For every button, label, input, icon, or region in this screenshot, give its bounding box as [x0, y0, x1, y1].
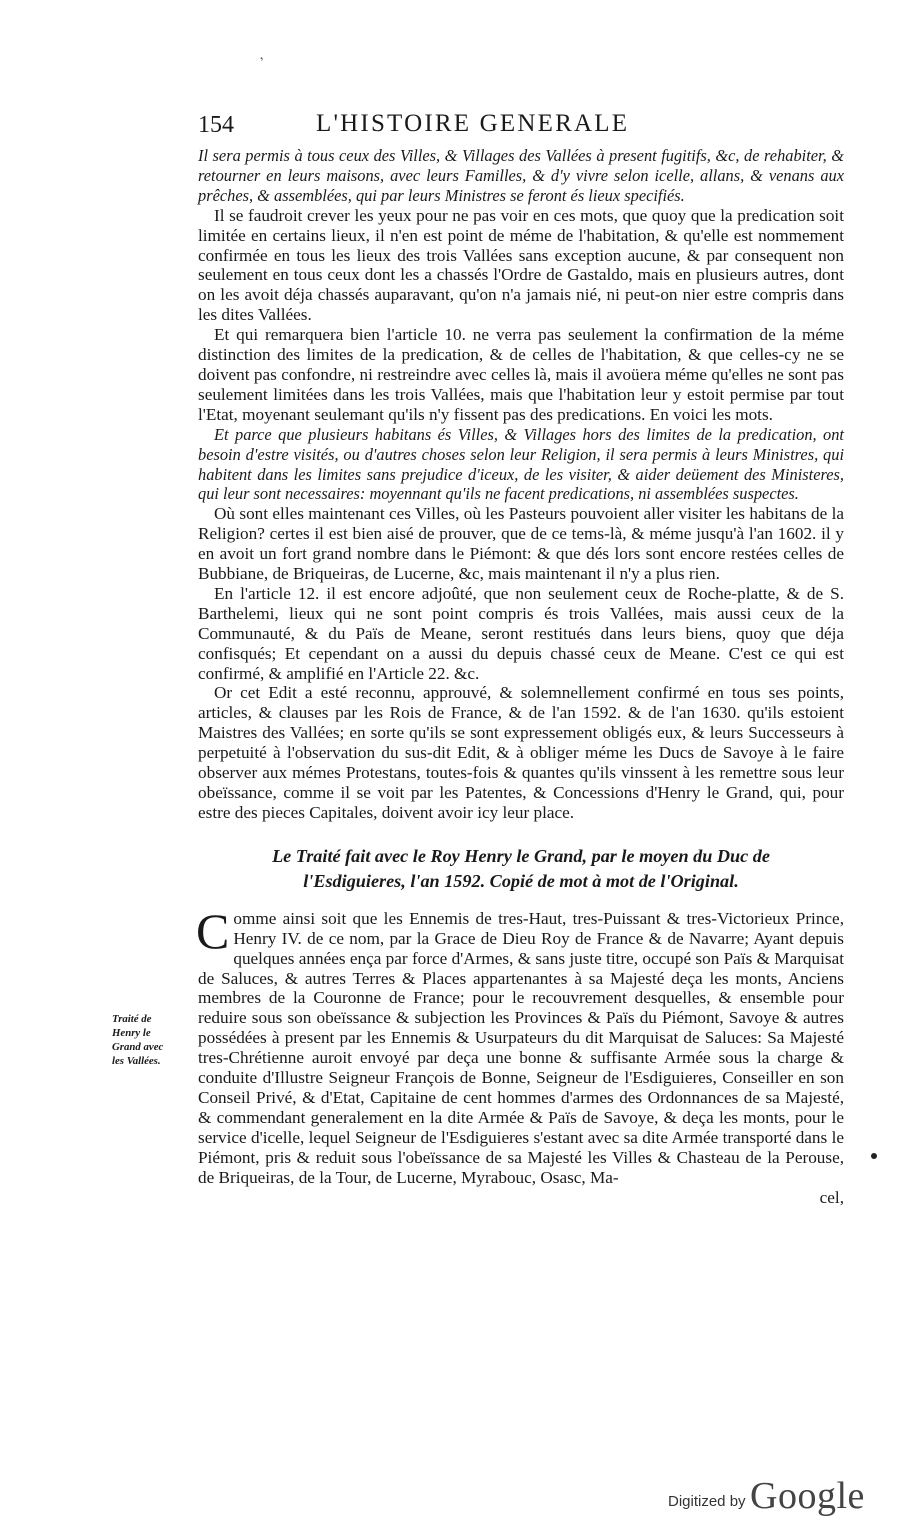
body-paragraph: Il se faudroit crever les yeux pour ne pas voir en ces mots, que quoy que la predication soit limitée en certains lieux, il n'en est point de méme de l'habitation, & qu'elle est nommement confirmée en tous les lieux des trois Vallées sans exception aucune, & par consequent non seulement en tous ceux dont les a chassés l'Ordre de Gastaldo, mais en plusieurs autres, dont on les avoit déja chassés auparavant, qu'on n'a jamais nié, ni peut-on nier estre compris dans les dites Vallées.	[198, 205, 844, 325]
treaty-text: omme ainsi soit que les Ennemis de tres-Haut, tres-Puissant & tres-Victorieux Prince, Henry IV. de ce nom, par la Grace de Dieu Roy de France & de Navarre; Ayant depuis quelques années ença par force d'Armes, & sans juste titre, occupé son Païs & Marquisat de Saluces, & autres Terres & Places appartenantes à sa Majesté deça les monts, Anciens membres de la Couronne de France; pour le recouvrement desquelles, & ensemble pour reduire sous son obeïssance & subjection les Provinces & Païs du Piémont, Savoye & autres possédées à present par les Ennemis & Usurpateurs du dit Marquisat de Saluces: Sa Majesté tres-Chrétienne auroit envoyé par deça une bonne & suffisante Armée sous la charge & conduite d'Illustre Seigneur François de Bonne, Seigneur de l'Esdiguieres, Conseiller en son Conseil Privé, & d'Etat, Capitaine de cent hommes d'armes des Ordonnances de sa Majesté, & commendant generalement en la dite Armée & Païs de Savoye, & deça les monts, pour le service d'icelle, lequel Seigneur de l'Esdiguieres s'estant avec sa dite Armée transporté dans le Piémont, pris & reduit sous l'obeïssance de sa Majesté les Villes & Chasteau de la Perouse, de Briqueiras, de la Tour, de Lucerne, Myrabouc, Osasc, Ma-	[198, 908, 844, 1187]
body-paragraph: Or cet Edit a esté reconnu, approuvé, & solemnellement confirmé en tous ses points, articles, & clauses par les Rois de France, & de l'an 1592. & de l'an 1630. qu'ils estoient Maistres des Vallées; en sorte qu'ils se sont expressement obligés eux, & leurs Successeurs à perpetuité à l'observation du sus-dit Edit, & à obliger méme les Ducs de Savoye à le faire observer aux mémes Protestans, toutes-fois & quantes qu'ils vinssent à les remettre sous leur obeïssance, comme il se voit par les Patentes, & Concessions d'Henry le Grand, qui, pour estre des pieces Capitales, doivent avoir icy leur place.	[198, 683, 844, 822]
quoted-edict-paragraph: Et parce que plusieurs habitans és Villes, & Villages hors des limites de la predication, ont besoin d'estre visités, ou d'autres choses selon leur Religion, il sera permis à leurs Ministres, qui habitent dans les limites sans prejudice d'iceux, de les visiter, & aider deüement des Ministeres, qui leur sont necessaires: moyennant qu'ils ne facent predications, ni assemblées suspectes.	[198, 424, 844, 504]
page-header	[198, 112, 848, 146]
quoted-edict-paragraph: Il sera permis à tous ceux des Villes, & Villages des Vallées à present fugitifs, &c, de rehabiter, & retourner en leurs maisons, avec leurs Familles, & d'y vivre selon icelle, allans, & venans aux prêches, & assemblées, qui par leurs Ministres se feront és lieux specifiés.	[198, 146, 844, 205]
catchword: cel,	[819, 1187, 844, 1207]
body-text	[198, 146, 844, 1207]
drop-cap: C	[196, 902, 230, 959]
ink-dot	[871, 1153, 877, 1159]
marginal-note	[112, 1012, 194, 1068]
watermark-prefix: Digitized by	[668, 1493, 746, 1510]
section-title-line: l'Esdiguieres, l'an 1592. Copié de mot à mot de l'Original.	[303, 870, 739, 891]
google-logo: Google	[750, 1475, 865, 1517]
section-title-line: Le Traité fait avec le Roy Henry le Grand, par le moyen du Duc de	[272, 845, 770, 866]
page-number: 154	[198, 112, 234, 138]
section-title	[198, 844, 844, 894]
treaty-paragraph	[196, 902, 844, 1188]
body-paragraph: En l'article 12. il est encore adjoûté, que non seulement ceux de Roche-platte, & de S. Barthelemi, lieux qui ne sont point compris és trois Vallées, mais aussi ceux de la Communauté, & du Païs de Meane, seront restitués dans leurs biens, quoy que déja confisqués; Et cependant on a aussi du depuis chassé ceux de Meane. C'est ce qui est confirmé, & amplifié en l'Article 22. &c.	[198, 583, 844, 683]
stray-ink-mark: ‚	[254, 47, 266, 64]
marginal-note-line: Grand avec	[112, 1041, 164, 1053]
marginal-note-line: Traité de	[112, 1013, 152, 1025]
marginal-note-line: Henry le	[112, 1027, 151, 1039]
marginal-note-line: les Vallées.	[112, 1055, 161, 1067]
body-paragraph: Où sont elles maintenant ces Villes, où les Pasteurs pouvoient aller visiter les habitans de la Religion? certes il est bien aisé de prouver, que de ce tems-là, & méme jusqu'à l'an 1602. il y en avoit un fort grand nombre dans le Piémont: & que dés lors sont encore restées celles de Bubbiane, de Briqueiras, de Lucerne, &c, mais maintenant il n'y a plus rien.	[198, 504, 844, 584]
running-head: L'HISTOIRE GENERALE	[316, 110, 630, 137]
google-watermark	[668, 1474, 876, 1518]
body-paragraph: Et qui remarquera bien l'article 10. ne verra pas seulement la confirmation de la méme distinction des limites de la predication, & de celles de l'habitation, & que celles-cy ne se doivent pas confondre, ni restreindre avec celles là, mais il avoüera méme qu'elles ne sont pas seulement limitées dans les trois Vallées, mais que l'habitation leur y estoit permise par tout l'Etat, moyenant seulemant qu'ils n'y fissent pas des predications. En voici les mots.	[198, 325, 844, 424]
